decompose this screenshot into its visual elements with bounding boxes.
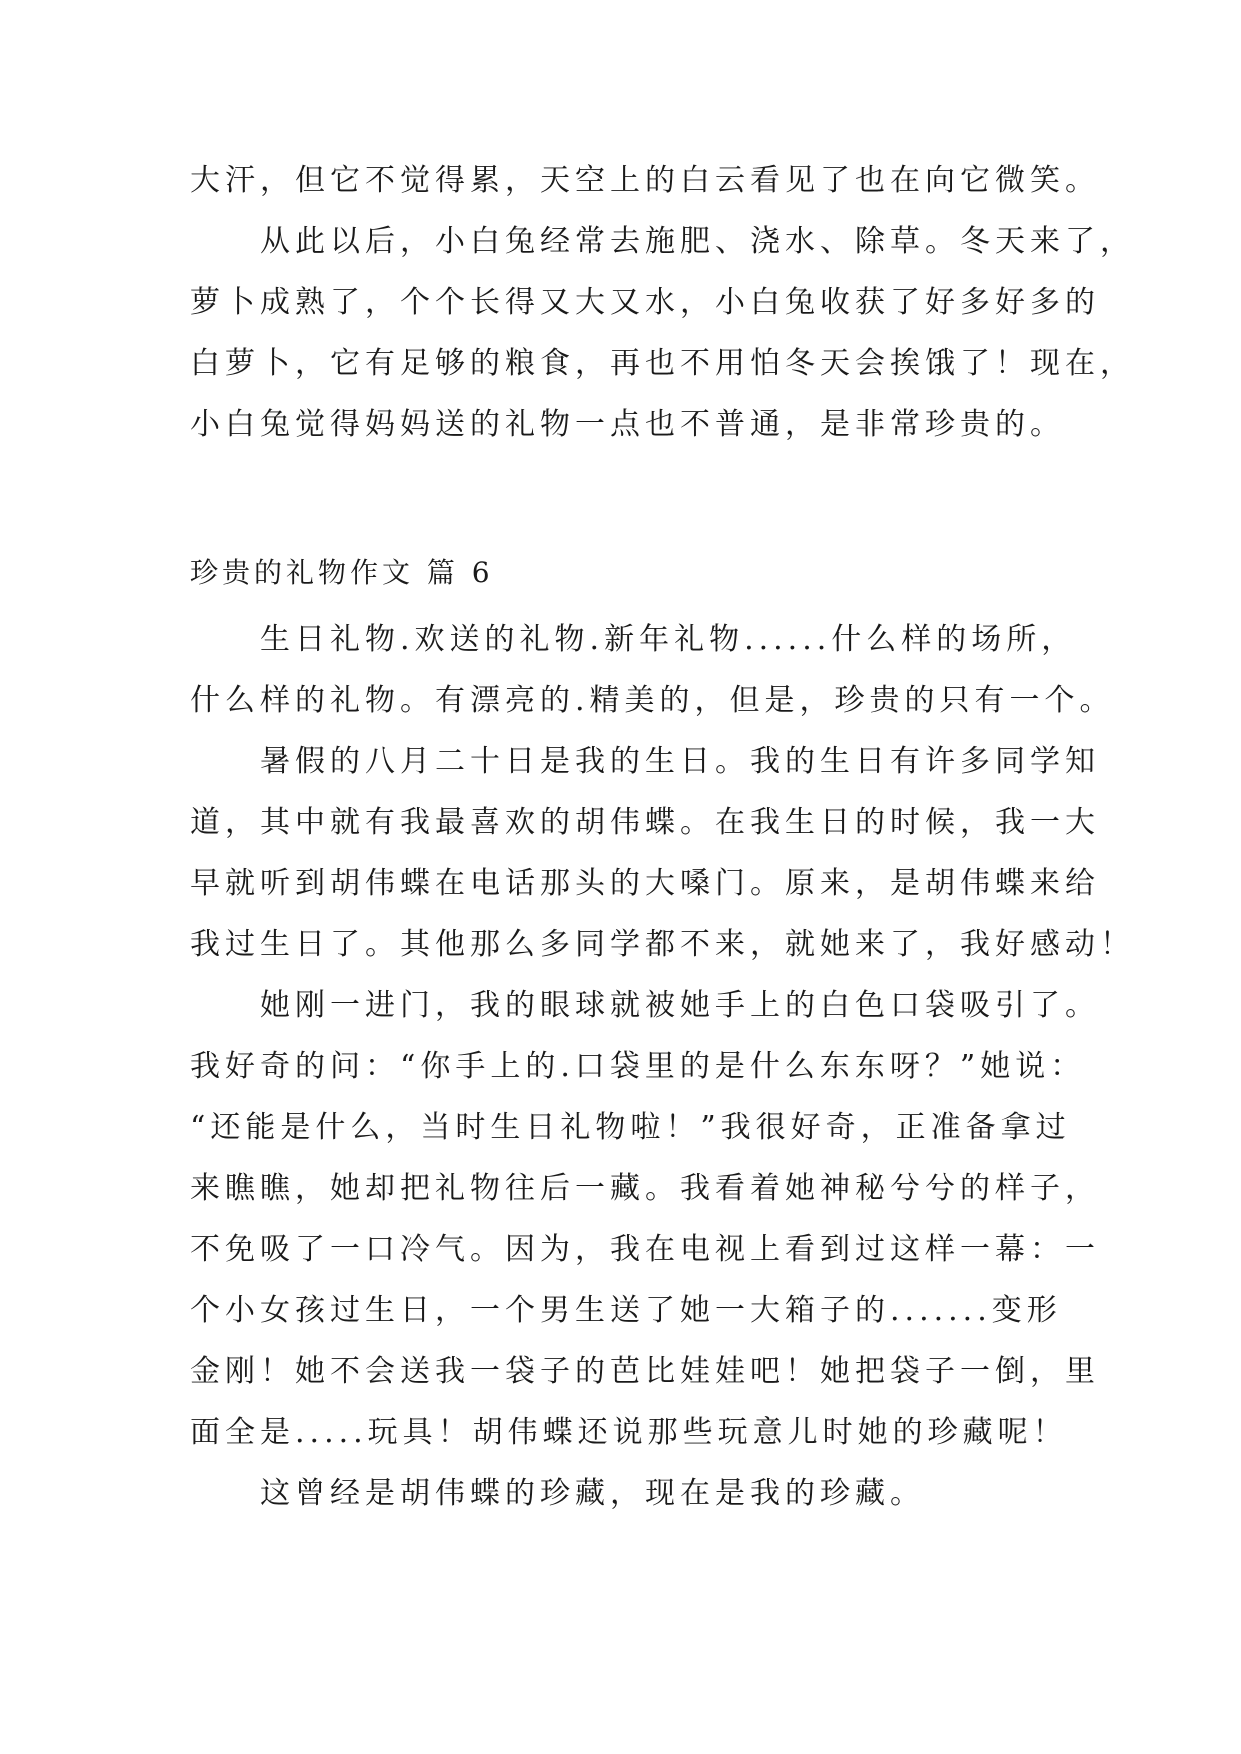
text-line: 面全是.....玩具！胡伟蝶还说那些玩意儿时她的珍藏呢！ (190, 1415, 1068, 1450)
document-page (190, 150, 1135, 1524)
text-line: 从此以后，小白兔经常去施肥、浇水、除草。冬天来了， (260, 224, 1135, 259)
paragraph (190, 1463, 1070, 1524)
paragraph (190, 609, 1115, 731)
text-line: 萝卜成熟了，个个长得又大又水，小白兔收获了好多好多的 (190, 285, 1100, 320)
text-line: 道，其中就有我最喜欢的胡伟蝶。在我生日的时候，我一大 (190, 805, 1100, 840)
text-line: 这曾经是胡伟蝶的珍藏，现在是我的珍藏。 (260, 1476, 925, 1511)
text-line: 金刚！她不会送我一袋子的芭比娃娃吧！她把袋子一倒，里 (190, 1354, 1100, 1389)
text-line: 白萝卜，它有足够的粮食，再也不用怕冬天会挨饿了！现在， (190, 346, 1135, 381)
text-line: 个小女孩过生日，一个男生送了她一大箱子的.......变形 (190, 1293, 1062, 1328)
text-line: “还能是什么，当时生日礼物啦！”我很好奇，正准备拿过 (190, 1110, 1071, 1145)
paragraph-continued (190, 150, 1100, 211)
section-heading: 珍贵的礼物作文 篇 6 (190, 556, 494, 589)
text-line: 我好奇的问：“你手上的.口袋里的是什么东东呀？”她说： (190, 1049, 1086, 1084)
paragraph (190, 731, 1135, 975)
text-line: 暑假的八月二十日是我的生日。我的生日有许多同学知 (260, 744, 1100, 779)
section-gap (190, 455, 1070, 537)
paragraph (190, 975, 1100, 1463)
text-line: 早就听到胡伟蝶在电话那头的大嗓门。原来，是胡伟蝶来给 (190, 866, 1100, 901)
text-line: 什么样的礼物。有漂亮的.精美的，但是，珍贵的只有一个。 (190, 683, 1115, 718)
text-line: 我过生日了。其他那么多同学都不来，就她来了，我好感动！ (190, 927, 1135, 962)
text-line: 来瞧瞧，她却把礼物往后一藏。我看着她神秘兮兮的样子， (190, 1171, 1100, 1206)
paragraph (190, 211, 1135, 455)
text-line: 大汗，但它不觉得累，天空上的白云看见了也在向它微笑。 (190, 163, 1100, 198)
text-line: 她刚一进门，我的眼球就被她手上的白色口袋吸引了。 (260, 988, 1100, 1023)
text-line: 不免吸了一口冷气。因为，我在电视上看到过这样一幕：一 (190, 1232, 1100, 1267)
text-line: 小白兔觉得妈妈送的礼物一点也不普通，是非常珍贵的。 (190, 407, 1065, 442)
text-line: 生日礼物.欢送的礼物.新年礼物......什么样的场所， (260, 622, 1077, 657)
